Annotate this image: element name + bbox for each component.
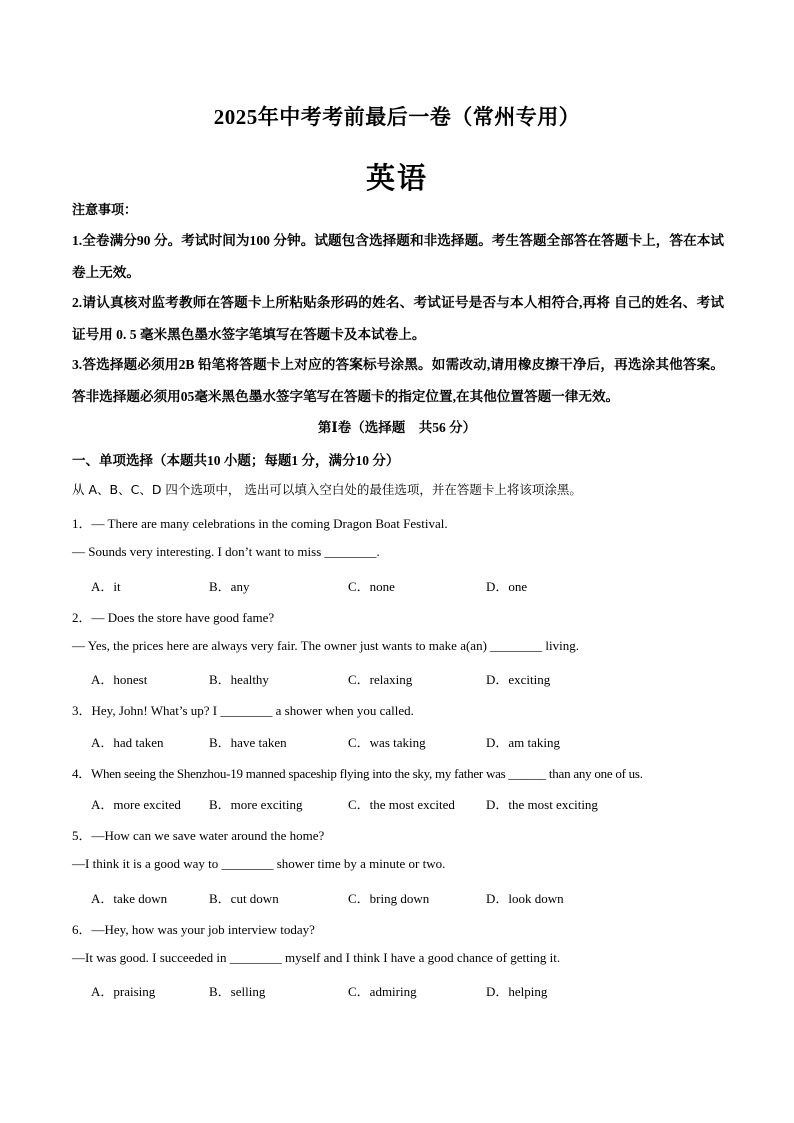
notice-rule-1: 1.全卷满分90 分。考试时间为100 分钟。试题包含选择题和非选择题。考生答题全部答在答题卡上，答在本试卷上无效。 xyxy=(72,233,724,280)
question-3-option-d[interactable]: D．am taking xyxy=(486,735,561,750)
question-5-option-a[interactable]: A．take down xyxy=(91,891,168,906)
question-6-option-c[interactable]: C．admiring xyxy=(348,984,417,999)
question-1-stem: 1．— There are many celebrations in the coming Dragon Boat Festival. xyxy=(72,516,448,531)
notice-rule-3: 3.答选择题必须用2B 铅笔将答题卡上对应的答案标号涂黑。如需改动,请用橡皮擦干净后，再选涂其他答案。答非选择题必须用05毫米黑色墨水签字笔写在答题卡的指定位置,在其他位置答题一律无效。 xyxy=(72,357,724,404)
question-2-stem: 2．— Does the store have good fame? xyxy=(72,610,275,625)
notice-rule-2: 2.请认真核对监考教师在答题卡上所粘贴条形码的姓名、考试证号是否与本人相符合,再将 自己的姓名、考试证号用 0. 5 毫米黑色墨水签字笔填写在答题卡及本试卷上。 xyxy=(72,295,724,342)
question-2-reply: — Yes, the prices here are always very fair. The owner just wants to make a(an) ________ living. xyxy=(72,638,579,653)
question-3-option-a[interactable]: A．had taken xyxy=(91,735,164,750)
question-4-stem: 4．When seeing the Shenzhou-19 manned spaceship flying into the sky, my father was ______ than any one of us. xyxy=(72,766,643,781)
question-6-reply: —It was good. I succeeded in ________ myself and I think I have a good chance of getting it. xyxy=(72,950,561,965)
question-2-option-b[interactable]: B．healthy xyxy=(209,672,269,687)
section-instruction: 从 A、B、C、D 四个选项中， 选出可以填入空白处的最佳选项，并在答题卡上将该项涂黑。 xyxy=(72,482,582,497)
question-3-stem: 3．Hey, John! What’s up? I ________ a shower when you called. xyxy=(72,703,414,718)
question-6-option-d[interactable]: D．helping xyxy=(486,984,548,999)
question-2-option-a[interactable]: A．honest xyxy=(91,672,148,687)
subject-title: 英语 xyxy=(365,163,428,195)
question-3-option-b[interactable]: B．have taken xyxy=(209,735,287,750)
question-1-option-b[interactable]: B．any xyxy=(209,579,250,594)
section-title: 一、单项选择（本题共10 小题；每题1 分，满分10 分） xyxy=(72,453,400,468)
question-5-option-b[interactable]: B．cut down xyxy=(209,891,279,906)
exam-title: 2025年中考考前最后一卷（常州专用） xyxy=(213,105,581,129)
question-5-stem: 5．—How can we save water around the home? xyxy=(72,828,325,843)
question-5-option-c[interactable]: C．bring down xyxy=(348,891,430,906)
part-title: 第Ⅰ卷（选择题 共56 分） xyxy=(317,420,477,435)
question-1-option-d[interactable]: D．one xyxy=(486,579,528,594)
question-4-option-b[interactable]: B．more exciting xyxy=(209,797,303,812)
question-4-option-a[interactable]: A．more excited xyxy=(91,797,181,812)
question-5-option-d[interactable]: D．look down xyxy=(486,891,564,906)
question-4-option-c[interactable]: C．the most excited xyxy=(348,797,455,812)
question-1-option-c[interactable]: C．none xyxy=(348,579,395,594)
question-1-option-a[interactable]: A．it xyxy=(91,579,121,594)
question-6-stem: 6．—Hey, how was your job interview today? xyxy=(72,922,315,937)
question-2-option-c[interactable]: C．relaxing xyxy=(348,672,413,687)
question-5-reply: —I think it is a good way to ________ shower time by a minute or two. xyxy=(72,856,446,871)
notice-heading: 注意事项： xyxy=(72,202,138,217)
question-6-option-a[interactable]: A．praising xyxy=(91,984,156,999)
question-4-option-d[interactable]: D．the most exciting xyxy=(486,797,598,812)
question-2-option-d[interactable]: D．exciting xyxy=(486,672,551,687)
question-1-reply: — Sounds very interesting. I don’t want to miss ________. xyxy=(72,544,380,559)
question-3-option-c[interactable]: C．was taking xyxy=(348,735,426,750)
question-6-option-b[interactable]: B．selling xyxy=(209,984,266,999)
